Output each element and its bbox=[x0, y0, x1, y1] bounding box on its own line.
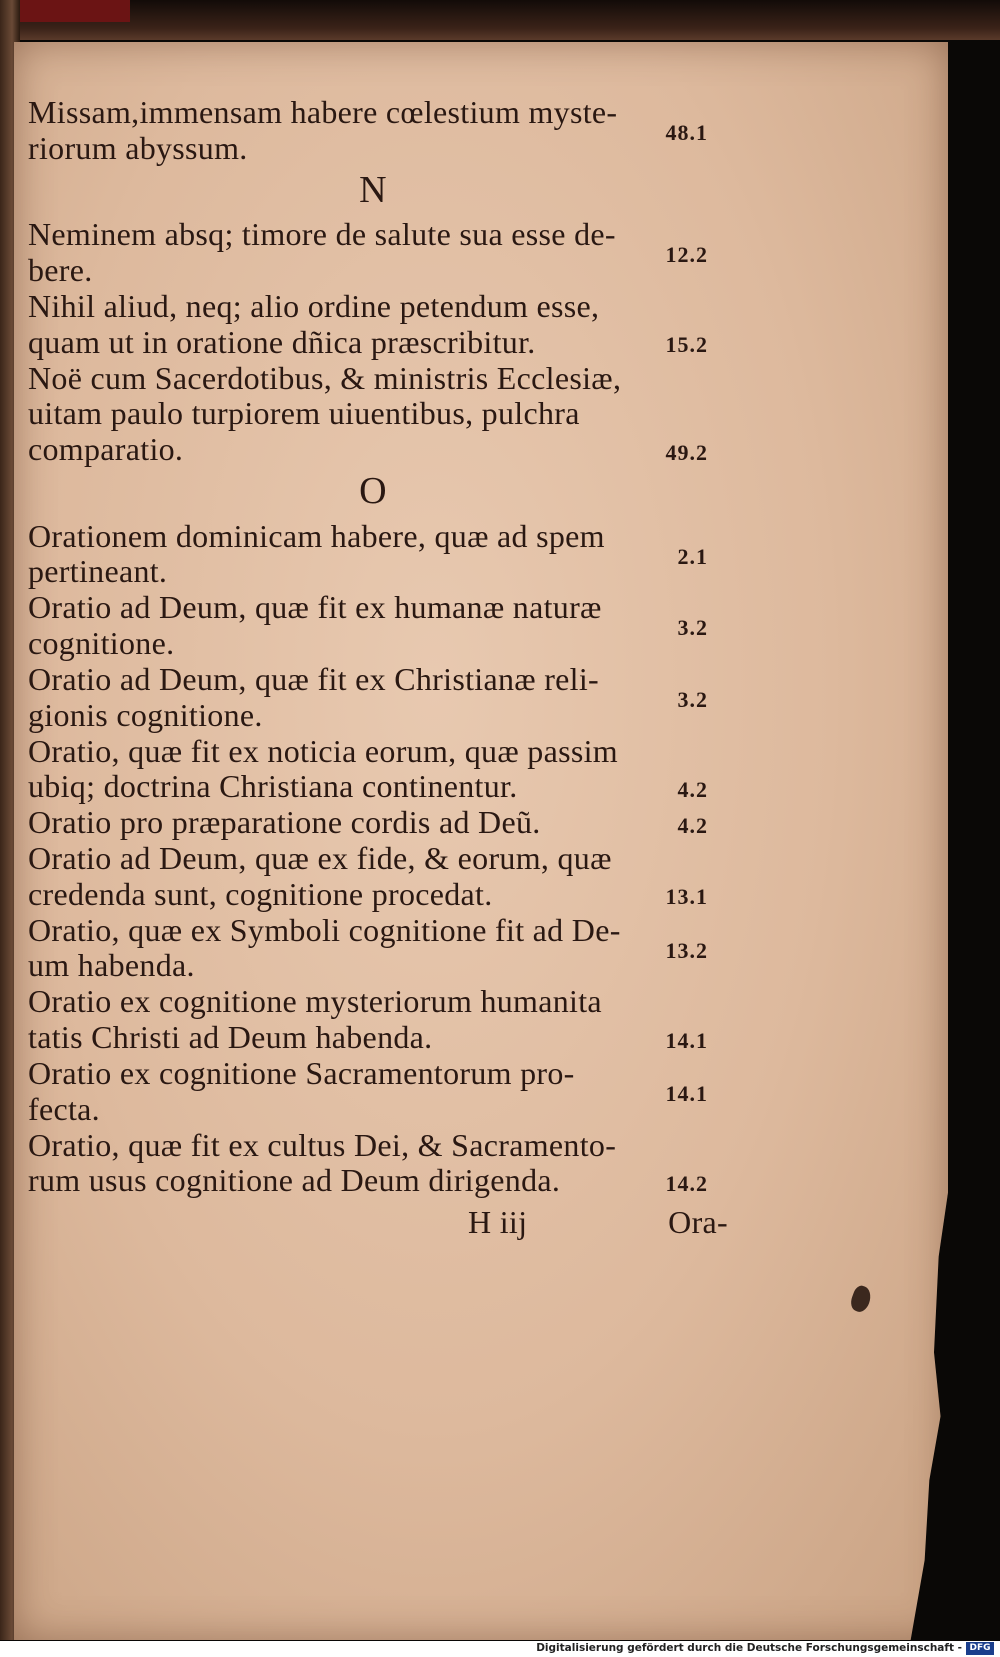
entry-line: fecta. bbox=[28, 1090, 100, 1127]
index-entry bbox=[28, 95, 708, 167]
page-reference: 3.2 bbox=[677, 615, 708, 641]
page-reference: 4.2 bbox=[677, 776, 708, 802]
entry-line: um habenda. bbox=[28, 947, 195, 984]
entry-line: Oratio ex cognitione mysteriorum humanita bbox=[28, 983, 602, 1020]
entry-line: Oratio pro præparatione cordis ad Deũ. bbox=[28, 804, 541, 841]
entry-line: Oratio ad Deum, quæ ex fide, & eorum, quæ bbox=[28, 840, 612, 876]
entry-line: Neminem absq; timore de salute sua esse de- bbox=[28, 216, 616, 253]
entry-line: Orationem dominicam habere, quæ ad spem bbox=[28, 517, 605, 554]
index-entry bbox=[28, 361, 708, 468]
entry-line: Noë cum Sacerdotibus, & ministris Ecclesiæ, bbox=[28, 359, 622, 396]
entry-line: Oratio ex cognitione Sacramentorum pro- bbox=[28, 1054, 575, 1091]
index-entry bbox=[28, 662, 708, 734]
entry-line: bere. bbox=[28, 252, 93, 289]
page-reference: 14.1 bbox=[665, 1027, 708, 1053]
entry-line: Nihil aliud, neq; alio ordine petendum esse, bbox=[28, 287, 600, 324]
page-reference: 15.2 bbox=[665, 332, 708, 358]
entry-line: Oratio ad Deum, quæ fit ex Christianæ reli- bbox=[28, 660, 600, 697]
page-reference: 3.2 bbox=[677, 687, 708, 712]
index-entry bbox=[28, 984, 708, 1056]
entry-line: credenda sunt, cognitione procedat. bbox=[28, 875, 493, 912]
entry-line: quam ut in oratione dñica præscribitur. bbox=[28, 323, 536, 360]
page-reference: 13.2 bbox=[665, 937, 708, 963]
section-letter-heading: N bbox=[359, 168, 387, 211]
entry-line: ubiq; doctrina Christiana continentur. bbox=[28, 768, 518, 805]
index-text-block bbox=[28, 94, 728, 1247]
entry-line: Missam,immensam habere cœlestium myste- bbox=[28, 94, 618, 130]
entry-line: comparatio. bbox=[28, 431, 184, 468]
index-entry bbox=[28, 805, 708, 841]
entry-line: pertineant. bbox=[28, 553, 168, 590]
index-entry bbox=[28, 590, 708, 662]
page-reference: 4.2 bbox=[677, 812, 708, 838]
entry-line: Oratio, quæ fit ex cultus Dei, & Sacramento- bbox=[28, 1126, 617, 1163]
page-reference: 12.2 bbox=[665, 242, 708, 268]
entry-line: rum usus cognitione ad Deum dirigenda. bbox=[28, 1162, 561, 1199]
entry-line: Oratio, quæ ex Symboli cognitione fit ad De- bbox=[28, 911, 621, 948]
dfg-logo-icon: DFG bbox=[966, 1642, 994, 1655]
entry-line: cognitione. bbox=[28, 625, 175, 662]
page-foot bbox=[28, 1204, 728, 1247]
index-entry bbox=[28, 1056, 708, 1128]
section-letter-heading: O bbox=[359, 470, 387, 512]
entry-line: Oratio ad Deum, quæ fit ex humanæ naturæ bbox=[28, 589, 602, 626]
entry-line: gionis cognitione. bbox=[28, 696, 263, 733]
page-reference: 14.1 bbox=[665, 1081, 708, 1107]
entry-line: uitam paulo turpiorem uiuentibus, pulchra bbox=[28, 395, 580, 432]
page-reference: 14.2 bbox=[665, 1171, 708, 1197]
index-entry bbox=[28, 519, 708, 591]
index-entry bbox=[28, 217, 708, 289]
entry-line: Oratio, quæ fit ex noticia eorum, quæ passim bbox=[28, 732, 618, 769]
signature-mark: H iij bbox=[468, 1204, 528, 1241]
index-entry bbox=[28, 734, 708, 806]
catchword: Ora- bbox=[668, 1204, 728, 1241]
footer-bar bbox=[0, 1641, 1000, 1657]
funding-credit: Digitalisierung gefördert durch die Deutsche Forschungsgemeinschaft - bbox=[536, 1642, 962, 1654]
page-reference: 2.1 bbox=[677, 543, 708, 569]
index-entry bbox=[28, 841, 708, 913]
index-entry bbox=[28, 1128, 708, 1200]
index-entry bbox=[28, 913, 708, 985]
entry-line: tatis Christi ad Deum habenda. bbox=[28, 1019, 433, 1056]
page-reference: 13.1 bbox=[665, 884, 708, 910]
page-reference: 48.1 bbox=[665, 120, 708, 146]
entry-line: riorum abyssum. bbox=[28, 129, 248, 166]
binding-edge-top bbox=[0, 0, 1000, 40]
index-entry bbox=[28, 289, 708, 361]
page-reference: 49.2 bbox=[665, 439, 708, 465]
